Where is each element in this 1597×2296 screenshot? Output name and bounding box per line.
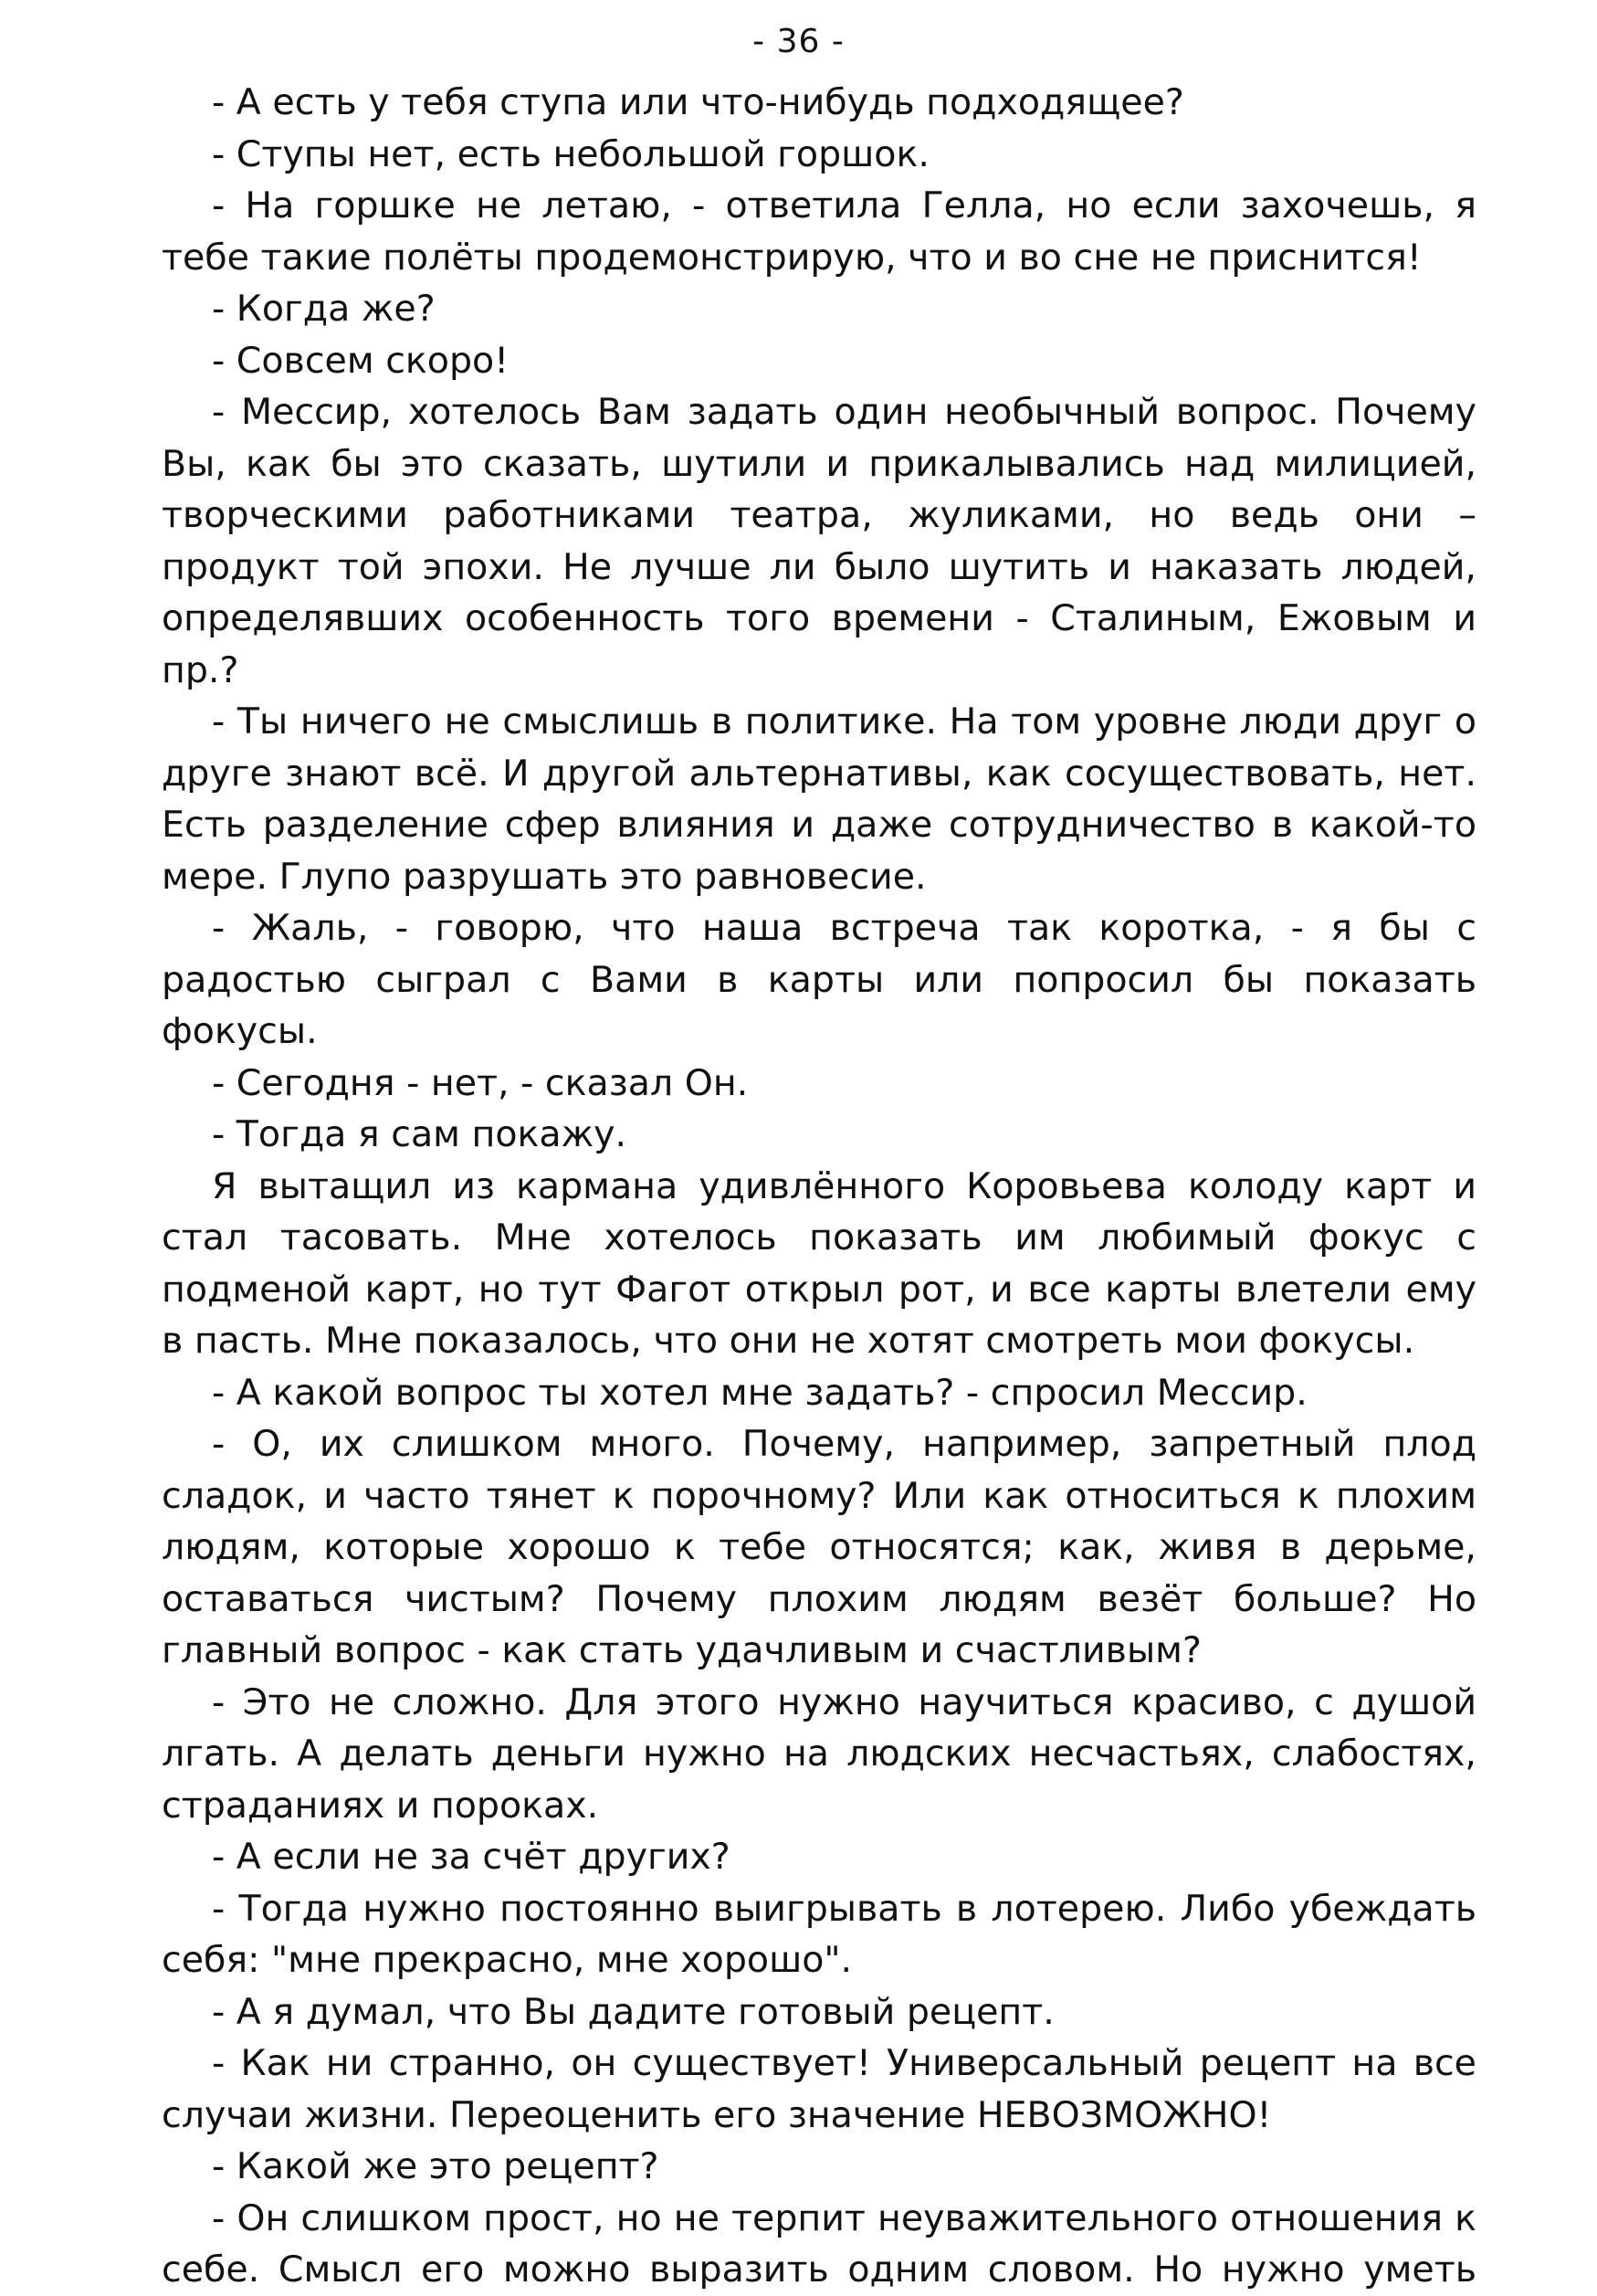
paragraph: - На горшке не летаю, - ответила Гелла, но если захочешь, я тебе такие полёты продемонстрирую, что и во сне не приснится! <box>162 184 1476 279</box>
paragraph: - Сегодня - нет, - сказал Он. <box>212 1061 749 1104</box>
paragraph: - Как ни странно, он существует! Универсальный рецепт на все случаи жизни. Переоценить его значение НЕВОЗМОЖНО! <box>162 2042 1476 2136</box>
paragraph: Я вытащил из кармана удивлённого Коровьева колоду карт и стал тасовать. Мне хотелось показать им любимый фокус с подменой карт, но тут Фагот открыл рот, и все карты влетели ему в пасть. Мне показалось, что они не хотят смотреть мои фокусы. <box>162 1164 1476 1362</box>
paragraph: - Он слишком прост, но не терпит неуважительного отношения к себе. Смысл его можно выразить одним словом. Но нужно уметь <box>162 2196 1476 2291</box>
paragraph: - Жаль, - говорю, что наша встреча так коротка, - я бы с радостью сыграл с Вами в карты или попросил бы показать фокусы. <box>162 907 1476 1052</box>
paragraph: - Ступы нет, есть небольшой горшок. <box>212 132 930 175</box>
paragraph: - А есть у тебя ступа или что-нибудь подходящее? <box>212 81 1184 123</box>
paragraph: - Совсем скоро! <box>212 339 510 382</box>
paragraph: - Когда же? <box>212 288 436 330</box>
body-text <box>162 77 1476 2296</box>
page-number: - 36 - <box>752 23 845 60</box>
paragraph: - Какой же это рецепт? <box>212 2145 659 2187</box>
paragraph: - О, их слишком много. Почему, например, запретный плод сладок, и часто тянет к порочному? Или как относиться к плохим людям, которые хорошо к тебе относятся; как, живя в дерьме, оставаться чистым? Почему плохим людям везёт больше? Но главный вопрос - как стать удачливым и счастливым? <box>162 1423 1476 1671</box>
paragraph: - Мессир, хотелось Вам задать один необычный вопрос. Почему Вы, как бы это сказать, шутили и прикалывались над милицией, творческими работниками театра, жуликами, но ведь они – продукт той эпохи. Не лучше ли было шутить и наказать людей, определявших особенность того времени - Сталиным, Ежовым и пр.? <box>162 391 1476 691</box>
paragraph: - Ты ничего не смыслишь в политике. На том уровне люди друг о друге знают всё. И другой альтернативы, как сосуществовать, нет. Есть разделение сфер влияния и даже сотрудничество в какой-то мере. Глупо разрушать это равновесие. <box>162 700 1476 898</box>
paragraph: - Тогда я сам покажу. <box>212 1113 627 1155</box>
paragraph: - А если не за счёт других? <box>212 1836 730 1878</box>
paragraph: - А какой вопрос ты хотел мне задать? - спросил Мессир. <box>212 1371 1308 1414</box>
paragraph: - Это не сложно. Для этого нужно научиться красиво, с душой лгать. А делать деньги нужно на людских несчастьях, слабостях, страданиях и пороках. <box>162 1680 1476 1827</box>
paragraph: - А я думал, что Вы дадите готовый рецепт. <box>212 1990 1055 2033</box>
paragraph: - Тогда нужно постоянно выигрывать в лотерею. Либо убеждать себя: "мне прекрасно, мне хорошо". <box>162 1887 1476 1981</box>
